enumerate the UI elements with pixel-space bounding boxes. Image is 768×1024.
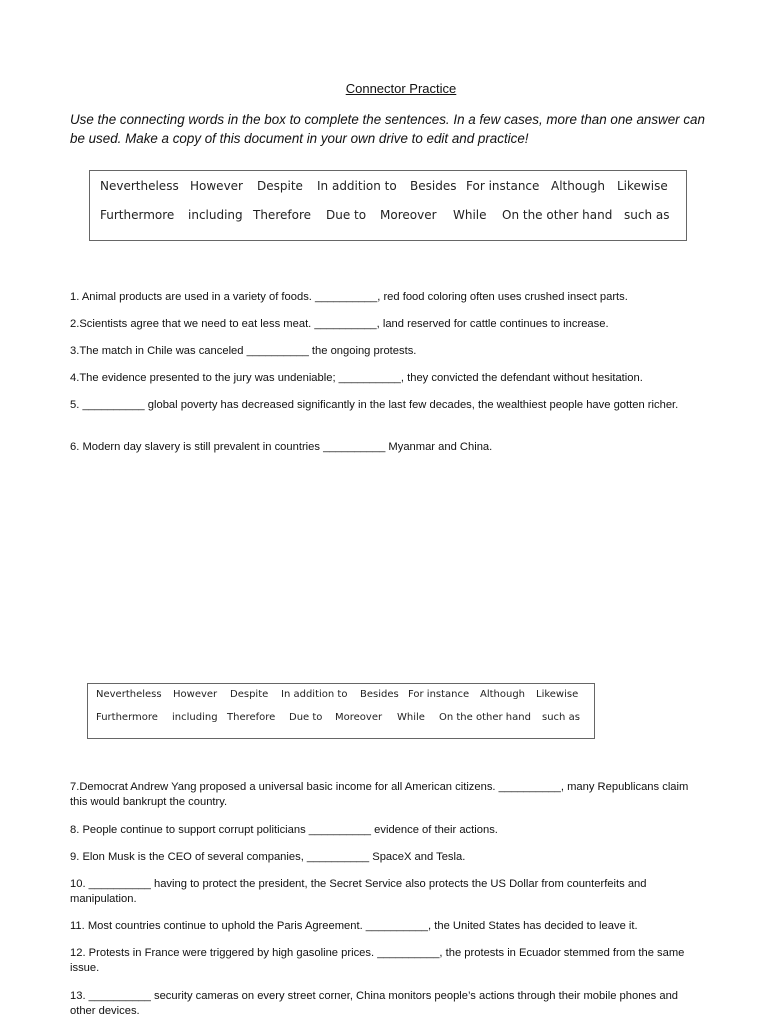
word-box-top <box>89 170 687 241</box>
word-box-term: Nevertheless <box>96 689 162 700</box>
word-box-term: Due to <box>289 712 323 723</box>
word-box-term: Although <box>551 179 606 193</box>
word-box-term: Likewise <box>617 179 668 193</box>
word-box-term: While <box>453 208 487 222</box>
word-box-term: such as <box>542 712 580 723</box>
word-box-term: Furthermore <box>100 208 175 222</box>
question-item: 8. People continue to support corrupt politicians __________ evidence of their actions. <box>70 824 498 836</box>
question-item: 5. __________ global poverty has decreased significantly in the last few decades, the wealthiest people have gotten richer. <box>70 399 679 411</box>
word-box-term: Besides <box>410 179 457 193</box>
word-box-term: Besides <box>360 689 399 700</box>
word-box-term: For instance <box>408 689 470 700</box>
word-box-term: Despite <box>230 689 269 700</box>
word-box-term: While <box>397 712 425 723</box>
document-title: Connector Practice <box>345 81 457 96</box>
question-item: 10. __________ having to protect the president, the Secret Service also protects the US Dollar from counterfeits and manipulation. <box>70 878 647 905</box>
word-box-term: However <box>190 179 243 193</box>
question-item: 13. __________ security cameras on every street corner, China monitors people’s actions through their mobile phones and other devices. <box>70 990 679 1017</box>
word-box-term: In addition to <box>281 689 348 700</box>
word-box-term: On the other hand <box>439 712 531 723</box>
instructions: Use the connecting words in the box to complete the sentences. In a few cases, more than one answer can be used. Make a copy of this document in your own drive to edit and practice! <box>70 112 705 146</box>
word-box-term: such as <box>624 208 670 222</box>
word-box-bottom <box>87 683 595 739</box>
word-box-term: Due to <box>326 208 367 222</box>
word-box-term: including <box>172 712 218 723</box>
question-item: 1. Animal products are used in a variety of foods. __________, red food coloring often uses crushed insect parts. <box>70 291 628 303</box>
question-item: 3.The match in Chile was canceled __________ the ongoing protests. <box>70 345 417 357</box>
question-item: 7.Democrat Andrew Yang proposed a universal basic income for all American citizens. __________, many Republicans claim this would bankrupt the country. <box>70 781 689 808</box>
question-item: 12. Protests in France were triggered by high gasoline prices. __________, the protests in Ecuador stemmed from the same issue. <box>70 947 685 974</box>
question-item: 9. Elon Musk is the CEO of several companies, __________ SpaceX and Tesla. <box>70 851 466 863</box>
word-box-term: For instance <box>466 179 540 193</box>
question-item: 4.The evidence presented to the jury was undeniable; __________, they convicted the defendant without hesitation. <box>70 372 643 384</box>
word-box-term: In addition to <box>317 179 397 193</box>
word-box-term: Although <box>480 689 526 700</box>
question-item: 6. Modern day slavery is still prevalent in countries __________ Myanmar and China. <box>70 441 493 453</box>
word-box-term: Moreover <box>335 712 383 723</box>
word-box-term: Moreover <box>380 208 437 222</box>
word-box-term: Likewise <box>536 689 579 700</box>
word-box-term: However <box>173 689 218 700</box>
word-box-term: Nevertheless <box>100 179 179 193</box>
word-box-term: including <box>188 208 243 222</box>
word-box-term: Despite <box>257 179 303 193</box>
word-box-term: On the other hand <box>502 208 613 222</box>
question-item: 2.Scientists agree that we need to eat less meat. __________, land reserved for cattle continues to increase. <box>70 318 609 330</box>
word-box-term: Furthermore <box>96 712 158 723</box>
word-box-term: Therefore <box>227 712 276 723</box>
word-box-term: Therefore <box>253 208 311 222</box>
question-item: 11. Most countries continue to uphold the Paris Agreement. __________, the United States has decided to leave it. <box>70 920 638 932</box>
